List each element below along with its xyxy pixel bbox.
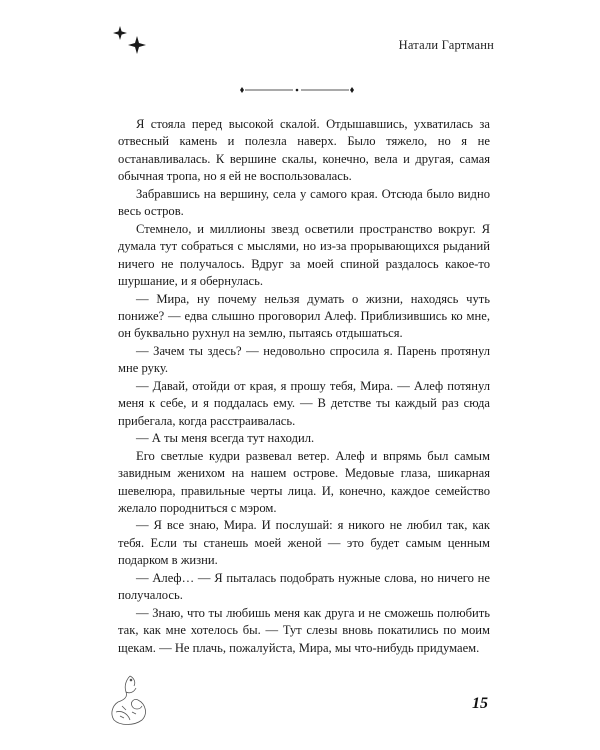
running-header-author: Натали Гартманн <box>398 38 494 52</box>
paragraph: — Зачем ты здесь? — недовольно спросила я. Парень протянул мне руку. <box>118 343 490 376</box>
paragraph: — Давай, отойди от края, я прошу тебя, Мира. — Алеф потянул меня к себе, и я поддалась ему. — В детстве ты каждый раз сюда прибегала, когда расстраивалась. <box>118 378 490 428</box>
swan-ornament-icon <box>106 672 154 728</box>
paragraph: — Алеф… — Я пыталась подобрать нужные слова, но ничего не получалось. <box>118 570 490 603</box>
diamond-divider-icon <box>236 82 358 92</box>
paragraph: Забравшись на вершину, села у самого края. Отсюда было видно весь остров. <box>118 186 490 219</box>
sparkle-stars-icon <box>112 22 152 58</box>
paragraph: Его светлые кудри развевал ветер. Алеф и впрямь был самым завидным женихом на нашем острове. Медовые глаза, шикарная шевелюра, правильные черты лица. И, конечно, каждое семейство желало породниться с мэром. <box>118 448 490 515</box>
paragraph: — Мира, ну почему нельзя думать о жизни, находясь чуть пониже? — едва слышно проговорил Алеф. Приблизившись ко мне, он буквально рухнул на землю, пытаясь отдышаться. <box>118 291 490 341</box>
body-text <box>118 116 490 657</box>
paragraph: Стемнело, и миллионы звезд осветили пространство вокруг. Я думала тут собраться с мыслями, но из-за прорывающихся рыданий ничего не получалось. Вдруг за моей спиной раздалось какое-то шуршание, и я обернулась. <box>118 221 490 289</box>
paragraph: — Знаю, что ты любишь меня как друга и не сможешь полюбить так, как мне хотелось бы. — Тут слезы вновь покатились по моим щекам. — Не плачь, пожалуйста, Мира, мы что-нибудь придумаем. <box>118 605 490 655</box>
paragraph: — А ты меня всегда тут находил. <box>136 431 315 446</box>
paragraph: — Я все знаю, Мира. И послушай: я никого не любил так, как тебя. Если ты станешь моей женой — это будет самым ценным подарком в жизни. <box>118 518 490 568</box>
page-number: 15 <box>472 695 488 712</box>
paragraph: Я стояла перед высокой скалой. Отдышавшись, ухватилась за отвесный камень и полезла наверх. Было тяжело, но я не останавливалась. К вершине скалы, конечно, вела и другая, самая обычная тропа, но я ей не воспользовалась. <box>118 117 490 184</box>
